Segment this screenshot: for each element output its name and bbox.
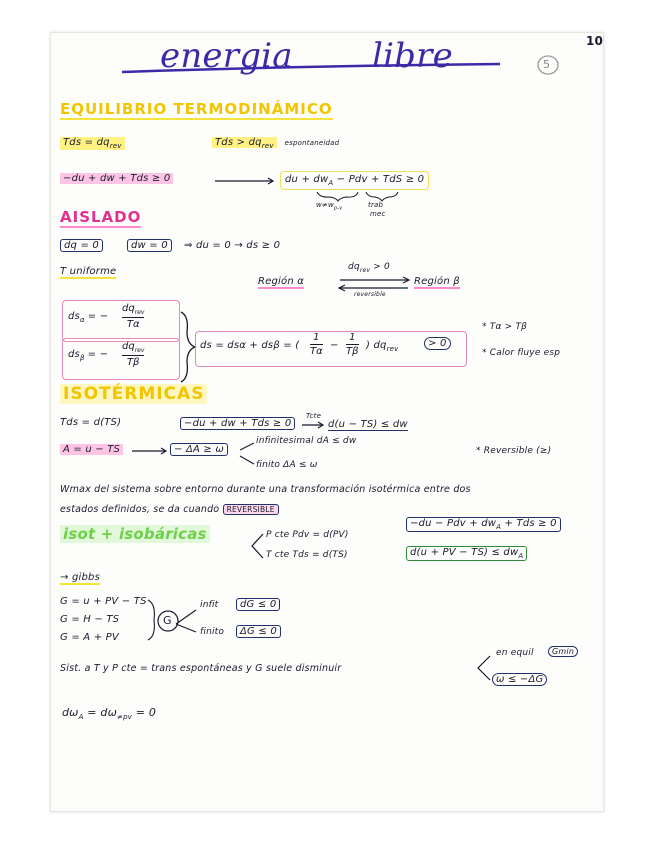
g-eq1: G = u + PV − TS <box>60 596 147 607</box>
dsb-lhs: $ds_\beta$ = − <box>68 349 109 362</box>
gibbs-label: → gibbs <box>60 572 100 583</box>
isob-eq2: d(u + PV − $TS) \le dw_A$ <box>406 546 527 561</box>
underbrace-label-2a: trab <box>368 201 384 209</box>
iso-eq5: − ΔA ≥ ω <box>170 443 228 456</box>
iso-eq1: Tds = d(TS) <box>60 417 122 428</box>
note-talpha: * Tα > Tβ <box>482 322 528 332</box>
circled-number: 5 <box>543 58 551 71</box>
dsa-fraction: $dq_{rev}$ Tα <box>122 303 145 330</box>
total-ds-lhs: ds = dsα + dsβ = ( <box>200 340 300 351</box>
heading-isotermicas: ISOTÉRMICAS <box>60 384 207 404</box>
underbrace-label-1: $w\ne w_{p-v}$ <box>316 201 343 212</box>
cond-pcte: P cte Pdv = d(PV) <box>266 530 349 540</box>
g-finito-box: ΔG ≤ 0 <box>236 625 281 638</box>
heading-aislado: AISLADO <box>60 208 142 226</box>
heading-equilibrio: EQUILIBRIO TERMODINÁMICO <box>60 100 333 118</box>
heading-isot-isobaricas: isot + isobáricas <box>60 525 210 543</box>
total-gt0: > 0 <box>424 337 451 350</box>
dsb-fraction: $dq_{rev}$ Tβ <box>122 341 145 368</box>
w-le-dg-box: ω ≤ −ΔG <box>492 673 547 686</box>
total-close: ) $dq_{rev}$ <box>366 340 399 353</box>
total-minus: − <box>330 340 339 351</box>
iso-para1: Wmax del sistema sobre entorno durante una transformación isotérmica entre dos <box>60 484 471 495</box>
region-alpha: Región α <box>258 276 305 287</box>
total-f2: 1 Tβ <box>346 332 359 357</box>
region-beta: Región β <box>414 276 460 287</box>
iso-eq4: A = u − TS <box>60 444 123 455</box>
g-infit-label: infit <box>200 600 219 610</box>
region-arrow-reversible: reversible <box>354 291 386 298</box>
isob-eq1: −du − Pdv + $dw_A$ + Tds ≥ 0 <box>406 517 561 532</box>
g-infit-box: dG ≤ 0 <box>236 598 280 611</box>
en-equil: en equil <box>496 648 534 658</box>
iso-branch2: finito ΔA ≤ ω <box>256 460 318 470</box>
implies-ds: ⇒ du = 0 → ds ≥ 0 <box>184 240 281 251</box>
sist-sentence: Sist. a T y P cte = trans espontáneas y G suele disminuir <box>60 663 342 674</box>
cond-tcte: T cte Tds = d(TS) <box>266 550 348 560</box>
dsa-lhs: $ds_\alpha$ = − <box>68 311 109 324</box>
eq-tds-dqrev: Tds = $dq_{rev}$ <box>60 137 125 150</box>
g-circle-letter: G <box>163 614 172 627</box>
page-title-left: energia <box>160 36 293 76</box>
page-number: 10 <box>586 34 604 48</box>
g-eq3: G = A + PV <box>60 632 119 643</box>
iso-arrow-label: Tcte <box>306 412 322 420</box>
page-title-right: libre <box>372 36 453 76</box>
box-dw-zero: dw = 0 <box>127 239 172 252</box>
g-finito-label: finito <box>200 627 225 637</box>
final-eq: $d\omega_A = d\omega_{\ne pv} = 0$ <box>62 706 157 722</box>
eq-tds-gt-dqrev: Tds > $dq_{rev}$ espontaneidad <box>212 137 339 150</box>
eq-du-dwa-pdv: du + $dw_A$ − Pdv + TdS ≥ 0 <box>280 171 429 190</box>
note-calor: * Calor fluye esp <box>482 348 561 358</box>
gmin-box: Gmin <box>548 646 578 657</box>
iso-para2: estados definidos, se da cuando REVERSIBLE <box>60 504 279 515</box>
t-uniforme: T uniforme <box>60 266 117 277</box>
iso-eq3: d(u − TS) ≤ dw <box>328 419 408 430</box>
iso-note: * Reversible (≥) <box>476 446 552 456</box>
region-arrow-label: $dq_{rev} > 0$ <box>348 262 390 274</box>
iso-eq2: −du + dw + Tds ≥ 0 <box>180 417 295 430</box>
total-f1: 1 Tα <box>310 332 323 357</box>
underbrace-label-2b: mec <box>370 210 386 218</box>
g-eq2: G = H − TS <box>60 614 120 625</box>
eq-du-dw-tds: −du + dw + Tds ≥ 0 <box>60 173 173 184</box>
box-dq-zero: dq = 0 <box>60 239 103 252</box>
iso-branch1: infinitesimal dA ≤ dw <box>256 436 357 446</box>
